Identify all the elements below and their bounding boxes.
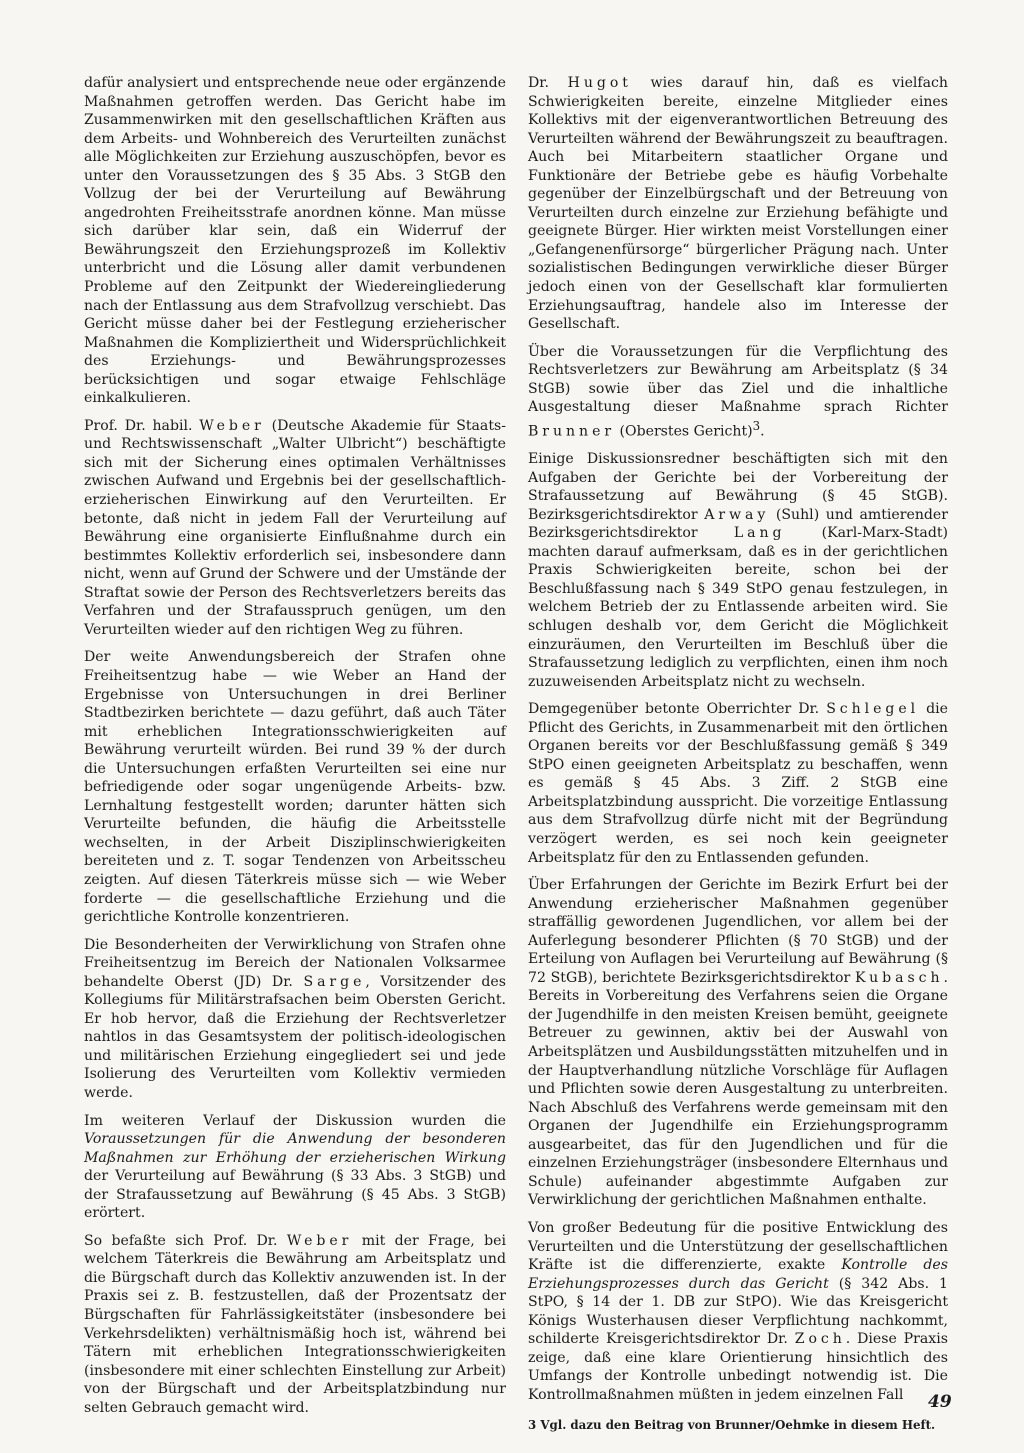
speaker-name: Brunner [528,423,616,440]
speaker-name: Lang [733,525,786,542]
footnote-ref: 3 [752,418,761,433]
paragraph: Demgegenüber betonte Oberrichter Dr. Schlegel die Pflicht des Gerichts, in Zusammenarbeit mit den örtlichen Organen bereits vor der Beschlußfassung gemäß § 349 StPO einen geeigneten Arbeitsplatz zu beschaffen, wenn es gemäß § 45 Abs. 3 Ziff. 2 StGB eine Arbeitsplatzbindung ausspricht. Die vorzeitige Entlassung aus dem Strafvollzug dürfe nicht mit der Begründung verzögert werden, es sei noch kein geeigneter Arbeitsplatz für den zu Entlassenden gefunden. [528,701,949,866]
paragraph: Prof. Dr. habil. Weber (Deutsche Akademie für Staats- und Rechtswissenschaft „Walter Ulbricht“) beschäftigte sich mit der Sicherung eines optimalen Verhältnisses zwischen Aufwand und Ergebnis bei der gesellschaftlich-erzieherischen Einwirkung auf den Verurteilten. Er betonte, daß nicht in jedem Fall der Verurteilung auf Bewährung eine organisierte Einflußnahme durch ein bestimmtes Kollektiv erforderlich sei, insbesondere dann nicht, wenn auf Grund der Schwere und der Umstände der Straftat sowie der Person des Rechtsverletzers bereits das Verfahren und der Strafausspruch genügen, um den Verurteilten wieder auf den richtigen Weg zu führen. [84,417,507,638]
paragraph: Der weite Anwendungsbereich der Strafen ohne Freiheitsentzug habe — wie Weber an Hand der Ergebnisse von Untersuchungen in drei Berliner Stadtbezirken berichtete — dazu geführt, daß auch Täter mit erheblichen Integrationsschwierigkeiten auf Bewährung verurteilt würden. Bei rund 39 % der durch die Untersuchungen erfaßten Verurteilten sei eine nur befriedigende oder sogar ungenügende Arbeits- bzw. Lernhaltung festgestellt worden; darunter hätten sich Verurteilte befunden, die häufig die Arbeitsstelle wechselten, in der Arbeit Disziplinschwierigkeiten bereiteten und z. T. sogar Tendenzen von Arbeitsscheu zeigten. Auf diesen Täterkreis müsse sich — wie Weber forderte — die gesellschaftliche Erziehung und die gerichtliche Kontrolle konzentrieren. [84,649,506,926]
paragraph: Dr. Hugot wies darauf hin, daß es vielfach Schwierigkeiten bereite, einzelne Mitglieder eines Kollektivs mit der eigenverantwortlichen Betreuung des Verurteilten während der Bewährungszeit zu beauftragen. Auch bei Mitarbeitern staatlicher Organe und Funktionäre der Betriebe gebe es häufig Vorbehalte gegenüber der Einzelbürgschaft und der Betreuung von Verurteilten durch einzelne zur Erziehung befähigte und geeignete Bürger. Hier wirkten meist Vorstellungen einer „Gefangenenfürsorge“ bürgerlicher Prägung nach. Unter sozialistischen Bedingungen verwirkliche dieser Bürger jedoch einen von der Gesellschaft klar formulierten Erziehungsauftrag, handele also im Interesse der Gesellschaft. [528,75,949,333]
speaker-name: Arway [704,506,770,523]
speaker-name: Kubasch [854,969,944,986]
paragraph: Über Erfahrungen der Gerichte im Bezirk Erfurt bei der Anwendung erzieherischer Maßnahmen gegenüber straffällig gewordenen Jugendlichen, vor allem bei der Auferlegung besonderer Pflichten (§ 70 StGB) und der Erteilung von Auflagen bei Verurteilung auf Bewährung (§ 72 StGB), berichtete Bezirksgerichtsdirektor Kubasch. Bereits in Vorbereitung des Verfahrens seien die Organe der Jugendhilfe in den meisten Kreisen bemüht, geeignete Betreuer zu gewinnen, aktiv bei der Auswahl von Arbeitsplätzen und Ausbildungsstätten mitzuhelfen und in der Hauptverhandlung nützliche Vorschläge für Auflagen und Pflichten sowie deren Ausgestaltung zu unterbreiten. Nach Abschluß des Verfahrens werde gemeinsam mit den Organen der Jugendhilfe ein Erziehungsprogramm ausgearbeitet, das für den Jugendlichen und für die einzelnen Erziehungsträger (insbesondere Elternhaus und Schule) aufeinander abgestimmte Aufgaben zur Verwirklichung der gerichtlichen Maßnahmen enthalte. [528,877,948,1209]
paragraph: Einige Diskussionsredner beschäftigten sich mit den Aufgaben der Gerichte bei der Vorbereitung der Strafaussetzung auf Bewährung (§ 45 StGB). Bezirksgerichtsdirektor Arway (Suhl) und amtierender Bezirksgerichtsdirektor Lang (Karl-Marx-Stadt) machten darauf aufmerksam, daß es in der gerichtlichen Praxis Schwierigkeiten bereite, schon bei der Beschlußfassung nach § 349 StPO genau festzulegen, in welchem Betrieb der zu Entlassende arbeiten wird. Sie schlugen deshalb vor, dem Gericht die Möglichkeit einzuräumen, den Verurteilten im Beschluß über die Strafaussetzung lediglich zu verpflichten, einen ihm noch zuzuweisenden Arbeitsplatz nicht zu wechseln. [528,451,949,690]
emphasis: Kontrolle des Erziehungsprozesses durch das Gericht [528,1257,949,1292]
paragraph: So befaßte sich Prof. Dr. Weber mit der Frage, bei welchem Täterkreis die Bewährung am Arbeitsplatz und die Bürgschaft durch das Kollektiv anzuwenden ist. In der Praxis sei z. B. festzustellen, daß der Prozentsatz der Bürgschaften für Fahrlässigkeitstäter (insbesondere bei Verkehrsdelikten) verhältnismäßig hoch ist, während bei Tätern mit erheblichen Integrationsschwierigkeiten (insbesondere mit einer schlechten Einstellung zur Arbeit) von der Bürgschaft und der Arbeitsplatzbindung nur selten Gebrauch gemacht wird. [84,1232,506,1416]
speaker-name: Sarge [303,973,366,990]
speaker-name: Weber [286,1232,353,1249]
speaker-name: Zoch [794,1331,846,1348]
paragraph: dafür analysiert und entsprechende neue oder ergänzende Maßnahmen getroffen werden. Das Gericht habe im Zusammenwirken mit den gesellschaftlichen Kräften aus dem Arbeits- und Wohnbereich des Verurteilten zunächst alle Möglichkeiten zur Erziehung auszuschöpfen, bevor es unter den Voraussetzungen des § 35 Abs. 3 StGB den Vollzug der bei der Verurteilung auf Bewährung angedrohten Freiheitsstrafe anordnen könne. Man müsse sich darüber klar sein, daß ein Widerruf der Bewährungszeit den Erziehungsprozeß im Kollektiv unterbricht und die Lösung aller damit verbundenen Probleme auf den Zeitpunkt der Wiedereingliederung nach der Entlassung aus dem Strafvollzug verschiebt. Das Gericht müsse daher bei der Festlegung erzieherischer Maßnahmen die Kompliziertheit und Widersprüchlichkeit des Erziehungs- und Bewährungsprozesses berücksichtigen und sogar etwaige Fehlschläge einkalkulieren. [84,75,506,407]
speaker-name: Schlegel [826,701,920,718]
footnote: 3 Vgl. dazu den Beitrag von Brunner/Oehmke in diesem Heft. [528,1418,936,1433]
paragraph: Die Besonderheiten der Verwirklichung von Strafen ohne Freiheitsentzug im Bereich der Nationalen Volksarmee behandelte Oberst (JD) Dr. Sarge, Vorsitzender des Kollegiums für Militärstrafsachen beim Obersten Gericht. Er hob hervor, daß die Erziehung der Rechtsverletzer nahtlos in das Gesamtsystem der politisch-ideologischen und militärischen Erziehung eingegliedert sei und jede Isolierung des Verurteilten vom Kollektiv vermieden werde. [84,936,506,1101]
emphasis: Voraussetzungen für die Anwendung der besonderen Maßnahmen zur Erhöhung der erzieherischen Wirkung [84,1131,506,1166]
right-column [528,74,948,1433]
speaker-name: Hugot [567,75,632,91]
speaker-name: Weber [199,417,265,434]
page-number: 49 [928,1392,952,1412]
paragraph: Über die Voraussetzungen für die Verpflichtung des Rechtsverletzers zur Bewährung am Arbeitsplatz (§ 34 StGB) sowie über das Ziel und die inhaltliche Ausgestaltung dieser Maßnahme sprach Richter Brunner (Oberstes Gericht)$^3$. [528,343,948,440]
left-column [84,74,506,1426]
paragraph: Im weiteren Verlauf der Diskussion wurden die Voraussetzungen für die Anwendung der besonderen Maßnahmen zur Erhöhung der erzieherischen Wirkung der Verurteilung auf Bewährung (§ 33 Abs. 3 StGB) und der Strafaussetzung auf Bewährung (§ 45 Abs. 3 StGB) erörtert. [84,1112,506,1222]
paragraph: Von großer Bedeutung für die positive Entwicklung des Verurteilten und die Unterstützung der gesellschaftlichen Kräfte ist die differenzierte, exakte Kontrolle des Erziehungsprozesses durch das Gericht (§ 342 Abs. 1 StPO, § 14 der 1. DB zur StPO). Wie das Kreisgericht Königs Wusterhausen dieser Verpflichtung nachkommt, schilderte Kreisgerichtsdirektor Dr. Zoch. Diese Praxis zeige, daß eine klare Orientierung hinsichtlich des Umfangs der Kontrolle unbedingt notwendig ist. Die Kontrollmaßnahmen müßten in jedem einzelnen Fall [528,1219,949,1403]
